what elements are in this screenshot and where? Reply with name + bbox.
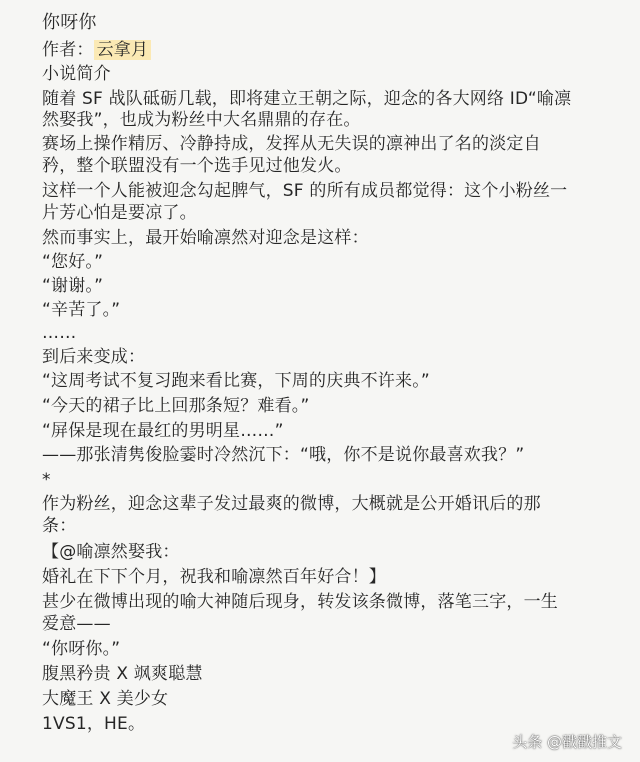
text-line: 然而事实上，最开始喻凛然对迎念是这样：	[42, 228, 369, 248]
author-label: 作者：	[42, 40, 94, 60]
author-line	[42, 39, 151, 61]
text-line: “辛苦了。”	[42, 300, 121, 320]
text-line: 片芳心怕是要凉了。	[42, 203, 197, 223]
text-line: “你呀你。”	[42, 639, 121, 659]
text-line: “您好。”	[42, 252, 104, 272]
text-line: 赛场上操作精厉、冷静持成，发挥从无失误的凛神出了名的淡定自	[42, 134, 541, 154]
text-line: ——那张清隽俊脸霎时冷然沉下：“哦，你不是说你最喜欢我？”	[42, 445, 525, 465]
section-heading: 小说简介	[42, 64, 111, 84]
text-line: 1VS1，HE。	[42, 714, 146, 734]
text-line: 这样一个人能被迎念勾起脾气，SF 的所有成员都觉得：这个小粉丝一	[42, 181, 568, 201]
text-line: 到后来变成：	[42, 347, 146, 367]
text-line: 矜，整个联盟没有一个选手见过他发火。	[42, 156, 352, 176]
author-name: 云拿月	[94, 40, 152, 60]
novel-title: 你呀你	[42, 12, 97, 33]
text-line: 婚礼在下下个月，祝我和喻凛然百年好合！】	[42, 567, 386, 587]
watermark: 头条 @戳戳推文	[512, 733, 622, 751]
text-line: *	[42, 470, 51, 490]
text-line: 【@喻凛然娶我：	[42, 542, 180, 562]
text-line: “这周考试不复习跑来看比赛，下周的庆典不许来。”	[42, 371, 430, 391]
text-line: “谢谢。”	[42, 276, 104, 296]
text-line: 条：	[42, 516, 77, 536]
text-line: 然娶我”，也成为粉丝中大名鼎鼎的存在。	[42, 110, 361, 130]
text-line: “屏保是现在最红的男明星……”	[42, 421, 284, 441]
text-line: 爱意——	[42, 614, 111, 634]
text-line: ……	[42, 323, 77, 343]
text-line: 腹黑矜贵 X 飒爽聪慧	[42, 664, 203, 684]
text-line: 作为粉丝，迎念这辈子发过最爽的微博，大概就是公开婚讯后的那	[42, 494, 541, 514]
text-line: 大魔王 X 美少女	[42, 689, 169, 709]
text-line: 甚少在微博出现的喻大神随后现身，转发该条微博，落笔三字，一生	[42, 592, 558, 612]
text-line: “今天的裙子比上回那条短？难看。”	[42, 396, 310, 416]
text-line: 随着 SF 战队砥砺几载，即将建立王朝之际，迎念的各大网络 ID“喻凛	[42, 89, 572, 109]
